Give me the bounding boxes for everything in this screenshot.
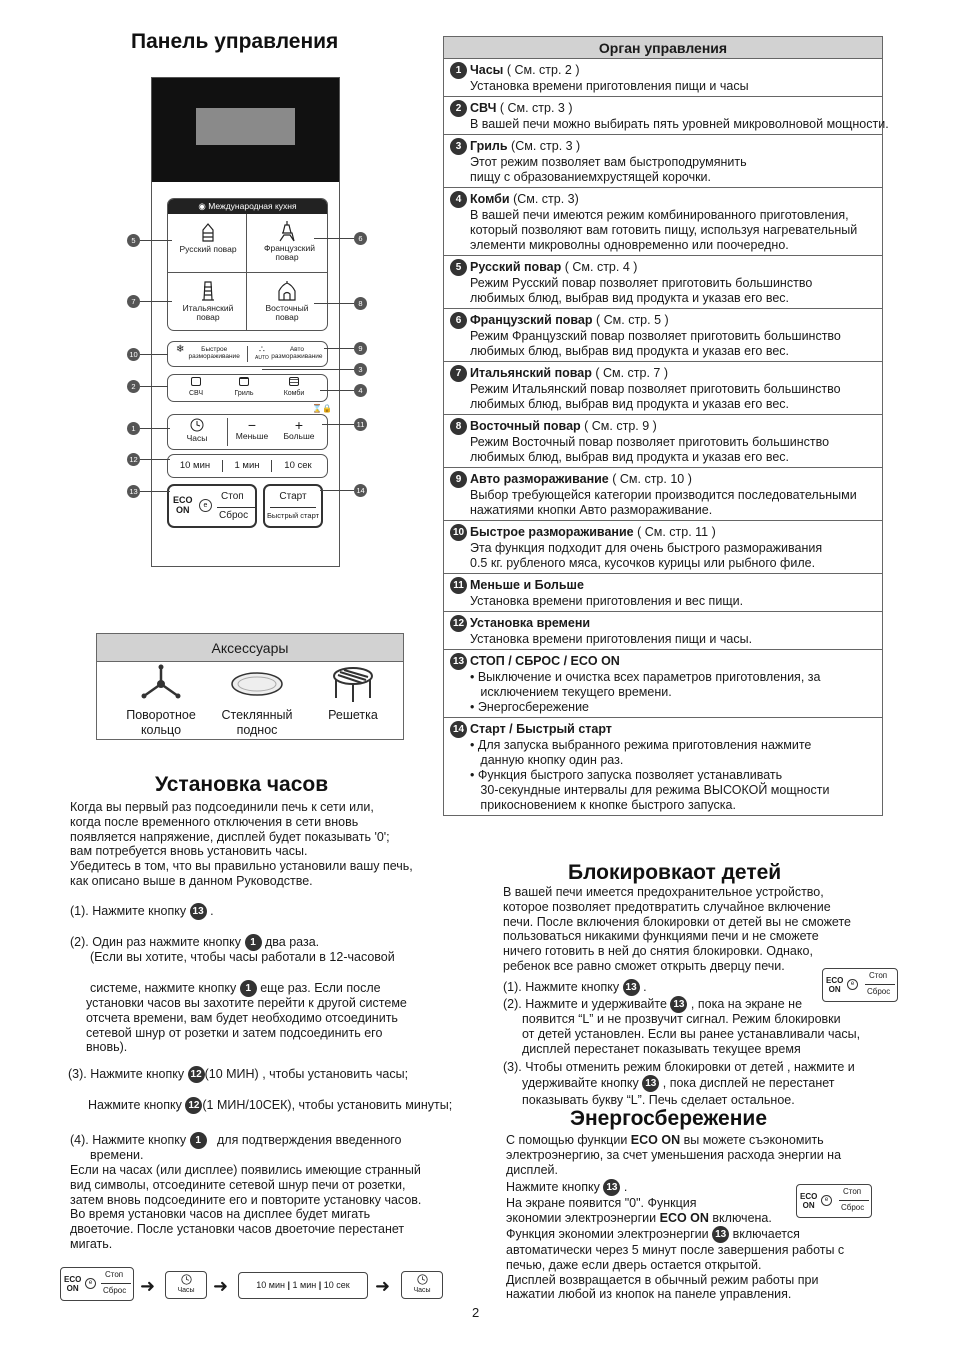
control-description: 30-секундные интервалы для режима ВЫСОКОЙ мощности: [470, 783, 830, 797]
quick-defrost-label: Быстрое размораживание: [188, 346, 240, 360]
clock-step-2-more: установки часов вы захотите перейти к другой системе отсчета времени, вам будет необходимо отсоединить сетевой шнур от розетки и затем подсоединить его вновь).: [86, 996, 407, 1055]
control-number-badge: 6: [450, 312, 467, 329]
divider: [222, 460, 223, 472]
callout-line: [324, 348, 354, 349]
accessory-ring-label: Поворотное кольцо: [126, 708, 196, 737]
mosque-icon: [276, 280, 298, 302]
child-lock-step-3-c: показывать букву “L”. Печь сделает остальное.: [522, 1093, 795, 1107]
control-number-badge: 11: [450, 577, 467, 594]
child-lock-intro: В вашей печи имеется предохранительное устройство, которое позволяет предотвратить случайное включение печи. После включения блокировки от детей вы не сможете пользоваться никакими функциями печи и не сможете ничего готовить в ней до снятия блокировки. Однако, ребенок все равно сможет открыть дверцу печи.: [503, 885, 852, 973]
time-10min-button[interactable]: [172, 461, 218, 470]
control-description: Установка времени приготовления пищи и часы.: [470, 632, 753, 646]
control-number-badge: 7: [450, 365, 467, 382]
callout-8: 8: [354, 297, 367, 310]
seq-clock-button: Часы: [165, 1271, 207, 1299]
divider: [270, 507, 316, 508]
eco-leaf-icon: e: [199, 499, 212, 512]
pisa-tower-icon: [200, 280, 216, 302]
control-number-badge: 13: [450, 653, 467, 670]
clock-icon: [417, 1274, 428, 1285]
control-title: Комби: [470, 191, 510, 206]
stop-button[interactable]: [167, 484, 257, 528]
clock-step-2-system: системе, нажмите кнопку 1 еще раз. Если после: [90, 980, 381, 997]
italian-button[interactable]: [172, 280, 244, 322]
control-row: [444, 362, 882, 415]
control-title: Французский повар: [470, 312, 593, 327]
callout-2: 2: [127, 380, 140, 393]
control-number-badge: 1: [450, 62, 467, 79]
child-lock-title: Блокировкаот детей: [568, 861, 782, 884]
control-title: СВЧ: [470, 100, 497, 115]
arrow-right-icon: ➜: [140, 1276, 156, 1296]
button-1-icon: 1: [190, 1132, 207, 1149]
callout-6: 6: [354, 232, 367, 245]
control-row: [444, 97, 889, 135]
button-13-icon: 13: [712, 1226, 729, 1243]
energy-text: С помощью функции ECO ON вы можете съэкономить электроэнергию, за счет уменьшения расхода энергии на дисплей. Нажмите кнопку 13 . На экране появится "0". Функция экономии электроэнергии ECO ON включена. Функция экономии электроэнергии 13 включается автоматически через 5 минут после завершения работы с печью, даже если дверь остается открытой. Дисплей возвращается в обычный режим работы при нажатии любой из кнопок на панеле управления.: [506, 1133, 845, 1302]
control-row: [444, 468, 882, 521]
control-description: • Выключение и очистка всех параметров приготовления, за: [470, 670, 821, 684]
accessory-rack-label: Решетка: [328, 708, 378, 722]
auto-defrost-label: Авто размораживание: [271, 346, 323, 360]
button-13-icon: 13: [670, 996, 687, 1013]
french-label: Французский повар: [264, 243, 315, 262]
clock-button[interactable]: [172, 418, 222, 443]
control-description: данную кнопку один раз.: [470, 753, 624, 767]
button-12-icon: 12: [188, 1066, 205, 1083]
control-number-badge: 10: [450, 524, 467, 541]
quick-defrost-button[interactable]: [172, 346, 244, 360]
control-description: Установка времени приготовления и вес пищи.: [470, 594, 744, 608]
divider: [217, 507, 255, 508]
seq-clock-button: Часы: [401, 1271, 443, 1299]
control-description: Режим Восточный повар позволяет приготовить большинство: [470, 435, 830, 449]
control-title: Быстрое размораживание: [470, 524, 634, 539]
control-description: Выбор требующейся категории производится последовательными: [470, 488, 857, 502]
control-page-ref: ( См. стр. 5 ): [592, 312, 669, 327]
button-1-icon: 1: [240, 980, 257, 997]
button-13-icon: 13: [603, 1179, 620, 1196]
divider: [227, 418, 228, 446]
control-description: Установка времени приготовления пищи и часы: [470, 79, 749, 93]
control-row: [444, 521, 882, 574]
control-page-ref: (См. стр. 3 ): [507, 138, 581, 153]
combi-icon: [289, 377, 299, 386]
callout-line: [314, 303, 354, 304]
minus-icon: −: [247, 417, 257, 433]
callout-line: [322, 424, 354, 425]
eiffel-icon: [279, 220, 295, 242]
eco-on-label: ECO ON: [173, 495, 193, 515]
control-page-ref: ( См. стр. 11 ): [633, 524, 716, 539]
child-lock-step-1: (1). Нажмите кнопку 13 .: [503, 979, 647, 996]
clock-icon: [190, 418, 204, 432]
clock-icon: [181, 1274, 192, 1285]
child-lock-step-2-cont: появится “L” и не прозвучит сигнал. Режим блокировки от детей установлен. Если вы ранее устанавливали часы, дисплей перестанет показывать текущее время: [522, 1012, 861, 1056]
control-title: Меньше и Больше: [470, 577, 584, 592]
grill-rack-icon: [330, 664, 376, 704]
callout-11: 11: [354, 418, 367, 431]
control-description: Режим Французский повар позволяет приготовить большинство: [470, 329, 841, 343]
energy-title: Энергосбережение: [570, 1107, 767, 1130]
button-13-icon: 13: [623, 979, 640, 996]
control-title: Гриль: [470, 138, 508, 153]
accessory-tray-label: Стеклянный поднос: [221, 708, 293, 737]
control-page-ref: ( См. стр. 7 ): [591, 365, 669, 380]
clock-outro: Если на часах (или дисплее) появились имеющие странный вид символы, отсоедините сетевой шнур печи от розетки, затем вновь подсоедините его и повторите установку часов. Во время установки часов на дисплее будет мигать двоеточие. После установки часов двоеточие перестанет мигать.: [70, 1163, 422, 1251]
time-10sec-button[interactable]: [274, 461, 322, 470]
clock-step-1: (1). Нажмите кнопку 13 .: [70, 903, 214, 920]
control-description: Этот режим позволяет вам быстроподрумянить: [470, 155, 747, 169]
control-title: СТОП / СБРОС / ECO ON: [470, 653, 620, 668]
clock-step-4-cont: времени.: [90, 1148, 144, 1162]
more-button[interactable]: [274, 418, 324, 441]
less-button[interactable]: [230, 418, 274, 441]
control-page-ref: ( См. стр. 4 ): [561, 259, 638, 274]
mw-label: СВЧ: [188, 390, 204, 397]
russian-button[interactable]: [172, 223, 244, 254]
microwave-icon: [191, 377, 201, 386]
control-description: Эта функция подходит для очень быстрого размораживания: [470, 541, 823, 555]
time-1min-label: 1 мин: [234, 460, 260, 471]
microwave-button[interactable]: [174, 377, 218, 398]
callout-line: [140, 301, 172, 302]
panel-title: Панель управления: [131, 30, 339, 53]
callout-12: 12: [127, 453, 140, 466]
callout-line: [320, 490, 354, 491]
display-window: [196, 108, 295, 145]
control-title: Часы: [470, 62, 504, 77]
intl-cuisine-header: [168, 199, 327, 214]
control-description: который позволяют вам готовить пищу, используя нагревательный: [470, 223, 858, 237]
page-number: 2: [472, 1305, 480, 1320]
callout-9: 9: [354, 342, 367, 355]
button-13-icon: 13: [642, 1075, 659, 1092]
control-row: [444, 135, 882, 188]
control-number-badge: 9: [450, 471, 467, 488]
time-1min-button[interactable]: [224, 461, 270, 470]
control-description: • Для запуска выбранного режима приготовления нажмите: [470, 738, 812, 752]
button-13-icon: 13: [190, 903, 207, 920]
more-label: Больше: [283, 431, 315, 441]
russian-label: Русский повар: [179, 244, 237, 254]
oriental-label: Восточный повар: [265, 303, 309, 322]
control-row: [444, 718, 882, 815]
child-lock-step-3-b: удерживайте кнопку 13 , пока дисплей не перестанет: [522, 1075, 835, 1092]
start-button[interactable]: [263, 484, 323, 528]
callout-14: 14: [354, 484, 367, 497]
clock-label: Часы: [186, 433, 208, 443]
callout-3: 3: [354, 363, 367, 376]
grill-icon: [239, 377, 249, 386]
clock-step-4: (4). Нажмите кнопку 1 для подтверждения введенного: [70, 1132, 402, 1149]
globe-icon: ◉: [198, 201, 206, 211]
control-row: [444, 256, 882, 309]
control-number-badge: 2: [450, 100, 467, 117]
time-10min-label: 10 мин: [179, 460, 211, 471]
control-row: [444, 309, 882, 362]
callout-line: [314, 238, 354, 239]
control-page-ref: ( См. стр. 3 ): [496, 100, 573, 115]
auto-defrost-icon: ∴ AUTO: [255, 344, 269, 361]
callout-line: [140, 240, 172, 241]
start-label: Старт: [279, 491, 307, 502]
control-description: Режим Итальянский повар позволяет приготовить большинство: [470, 382, 841, 396]
control-page-ref: (См. стр. 3): [509, 191, 579, 206]
auto-defrost-button[interactable]: [251, 346, 325, 362]
callout-7: 7: [127, 295, 140, 308]
glass-tray-icon: [229, 664, 285, 704]
control-number-badge: 8: [450, 418, 467, 435]
control-description: пищу с образованиемхрустящей корочки.: [470, 170, 712, 184]
less-label: Меньше: [235, 431, 269, 441]
control-description: Режим Русский повар позволяет приготовить большинство: [470, 276, 813, 290]
russian-icon: [200, 223, 216, 243]
arrow-right-icon: ➜: [213, 1276, 229, 1296]
clock-step-3: (3). Нажмите кнопку 12 (10 МИН) , чтобы установить часы;: [68, 1066, 408, 1083]
callout-line: [262, 369, 354, 370]
control-title: Старт / Быстрый старт: [470, 721, 612, 736]
roller-ring-icon: [136, 664, 186, 704]
accessories-box: [96, 633, 404, 740]
control-number-badge: 14: [450, 721, 467, 738]
control-page-ref: ( См. стр. 10 ): [608, 471, 692, 486]
callout-1: 1: [127, 422, 140, 435]
eco-leaf-icon: e: [821, 1195, 832, 1206]
control-row: [444, 574, 882, 612]
control-title: Итальянский повар: [470, 365, 592, 380]
clock-step-2: (2). Один раз нажмите кнопку 1 два раза.: [70, 934, 319, 951]
oriental-button[interactable]: [250, 280, 324, 322]
callout-5: 5: [127, 234, 140, 247]
callout-line: [140, 459, 170, 460]
eco-leaf-icon: e: [85, 1278, 96, 1289]
control-panel-illustration: [151, 77, 340, 567]
callout-line: [140, 491, 170, 492]
divider: [271, 460, 272, 472]
control-description: любимых блюд, выбрав вид продукта и указав его вес.: [470, 450, 789, 464]
button-1-icon: 1: [245, 934, 262, 951]
control-description: элементи микроволны одновременно или поочередно.: [470, 238, 789, 252]
energy-stop-button: ECO ON e Стоп Сброс: [796, 1184, 872, 1218]
control-row: [444, 59, 882, 97]
stop-label: Стоп: [221, 491, 244, 502]
divider: [168, 272, 327, 273]
accessory-tray: [209, 664, 305, 738]
plus-icon: +: [294, 417, 304, 433]
child-lock-step-2: (2). Нажмите и удерживайте 13 , пока на экране не: [503, 996, 802, 1013]
italian-label: Итальянский повар: [182, 303, 234, 322]
callout-4: 4: [354, 384, 367, 397]
callout-line: [140, 428, 170, 429]
combi-label: Комби: [283, 390, 305, 397]
control-row: [444, 650, 882, 718]
control-row: [444, 612, 882, 650]
control-description: любимых блюд, выбрав вид продукта и указав его вес.: [470, 291, 789, 305]
control-title: Установка времени: [470, 615, 591, 630]
eco-leaf-icon: e: [847, 979, 858, 990]
clock-step-3-minutes: Нажмите кнопку 12 (1 МИН/10СЕК), чтобы установить минуты;: [88, 1097, 452, 1114]
seq-stop-button: ECO ON e Стоп Сброс: [60, 1267, 134, 1301]
accessories-header: Аксессуары: [97, 634, 403, 662]
clock-intro: Когда вы первый раз подсоединили печь к сети или, когда после временного отключения в сети вновь появляется напряжение, дисплей будет показывать '0'; вам потребуется вновь установить часы. Убедитесь в том, что вы правильно установили вашу печь, как описано выше в данном Руководстве.: [70, 800, 413, 888]
control-description: любимых блюд, выбрав вид продукта и указав его вес.: [470, 397, 789, 411]
controls-table-header: Орган управления: [444, 37, 882, 59]
time-10sec-label: 10 сек: [284, 460, 312, 471]
callout-line: [140, 386, 168, 387]
arrow-right-icon: ➜: [375, 1276, 391, 1296]
control-description: • Функция быстрого запуска позволяет устанавливать: [470, 768, 783, 782]
callout-10: 10: [127, 348, 140, 361]
control-page-ref: ( См. стр. 2 ): [503, 62, 580, 77]
grill-button[interactable]: [222, 377, 266, 398]
lock-weight-icon: ⌛🔒: [312, 404, 332, 413]
control-description: нажатиями кнопки Авто размораживание.: [470, 503, 713, 517]
snowflake-icon: ❄: [176, 344, 185, 355]
callout-line: [140, 354, 168, 355]
callout-line: [320, 390, 354, 391]
control-description: 0.5 кг. рубленого мяса, кусочков курицы или рыбного филе.: [470, 556, 816, 570]
seq-time-buttons: 10 мин | 1 мин | 10 сек: [238, 1272, 368, 1299]
reset-label: Сброс: [219, 510, 249, 521]
callout-13: 13: [127, 485, 140, 498]
clock-section-title: Установка часов: [155, 773, 329, 796]
control-number-badge: 3: [450, 138, 467, 155]
control-description: исключением текущего времени.: [470, 685, 672, 699]
control-description: В вашей печи имеются режим комбинированного приготовления,: [470, 208, 849, 222]
quick-start-label: Быстрый старт: [266, 511, 320, 520]
divider: [247, 346, 248, 362]
accessory-ring: [111, 664, 211, 738]
control-title: Восточный повар: [470, 418, 581, 433]
controls-table: [443, 36, 889, 816]
control-title: Русский повар: [470, 259, 562, 274]
button-12-icon: 12: [185, 1097, 202, 1114]
control-row: [444, 415, 882, 468]
control-page-ref: ( См. стр. 9 ): [580, 418, 657, 433]
intl-cuisine-label: Международная кухня: [208, 201, 297, 211]
control-description: В вашей печи можно выбирать пять уровней микроволновой мощности.: [470, 117, 889, 131]
control-description: прикосновением к кнопке быстрого запуска.: [470, 798, 736, 812]
child-lock-step-3: (3). Чтобы отменить режим блокировки от детей , нажмите и: [503, 1060, 855, 1074]
child-lock-stop-button: ECO ON e Стоп Сброс: [822, 968, 898, 1002]
control-description: • Энергосбережение: [470, 700, 590, 714]
control-number-badge: 12: [450, 615, 467, 632]
clock-step-2-note: (Если вы хотите, чтобы часы работали в 12-часовой: [90, 950, 395, 964]
grill-label: Гриль: [234, 390, 254, 397]
control-number-badge: 4: [450, 191, 467, 208]
control-title: Авто размораживание: [470, 471, 609, 486]
divider: [246, 214, 247, 330]
accessory-rack: [307, 664, 399, 723]
control-row: [444, 188, 882, 256]
control-number-badge: 5: [450, 259, 467, 276]
combi-button[interactable]: [272, 377, 316, 398]
french-button[interactable]: [250, 220, 324, 262]
control-description: любимых блюд, выбрав вид продукта и указав его вес.: [470, 344, 789, 358]
